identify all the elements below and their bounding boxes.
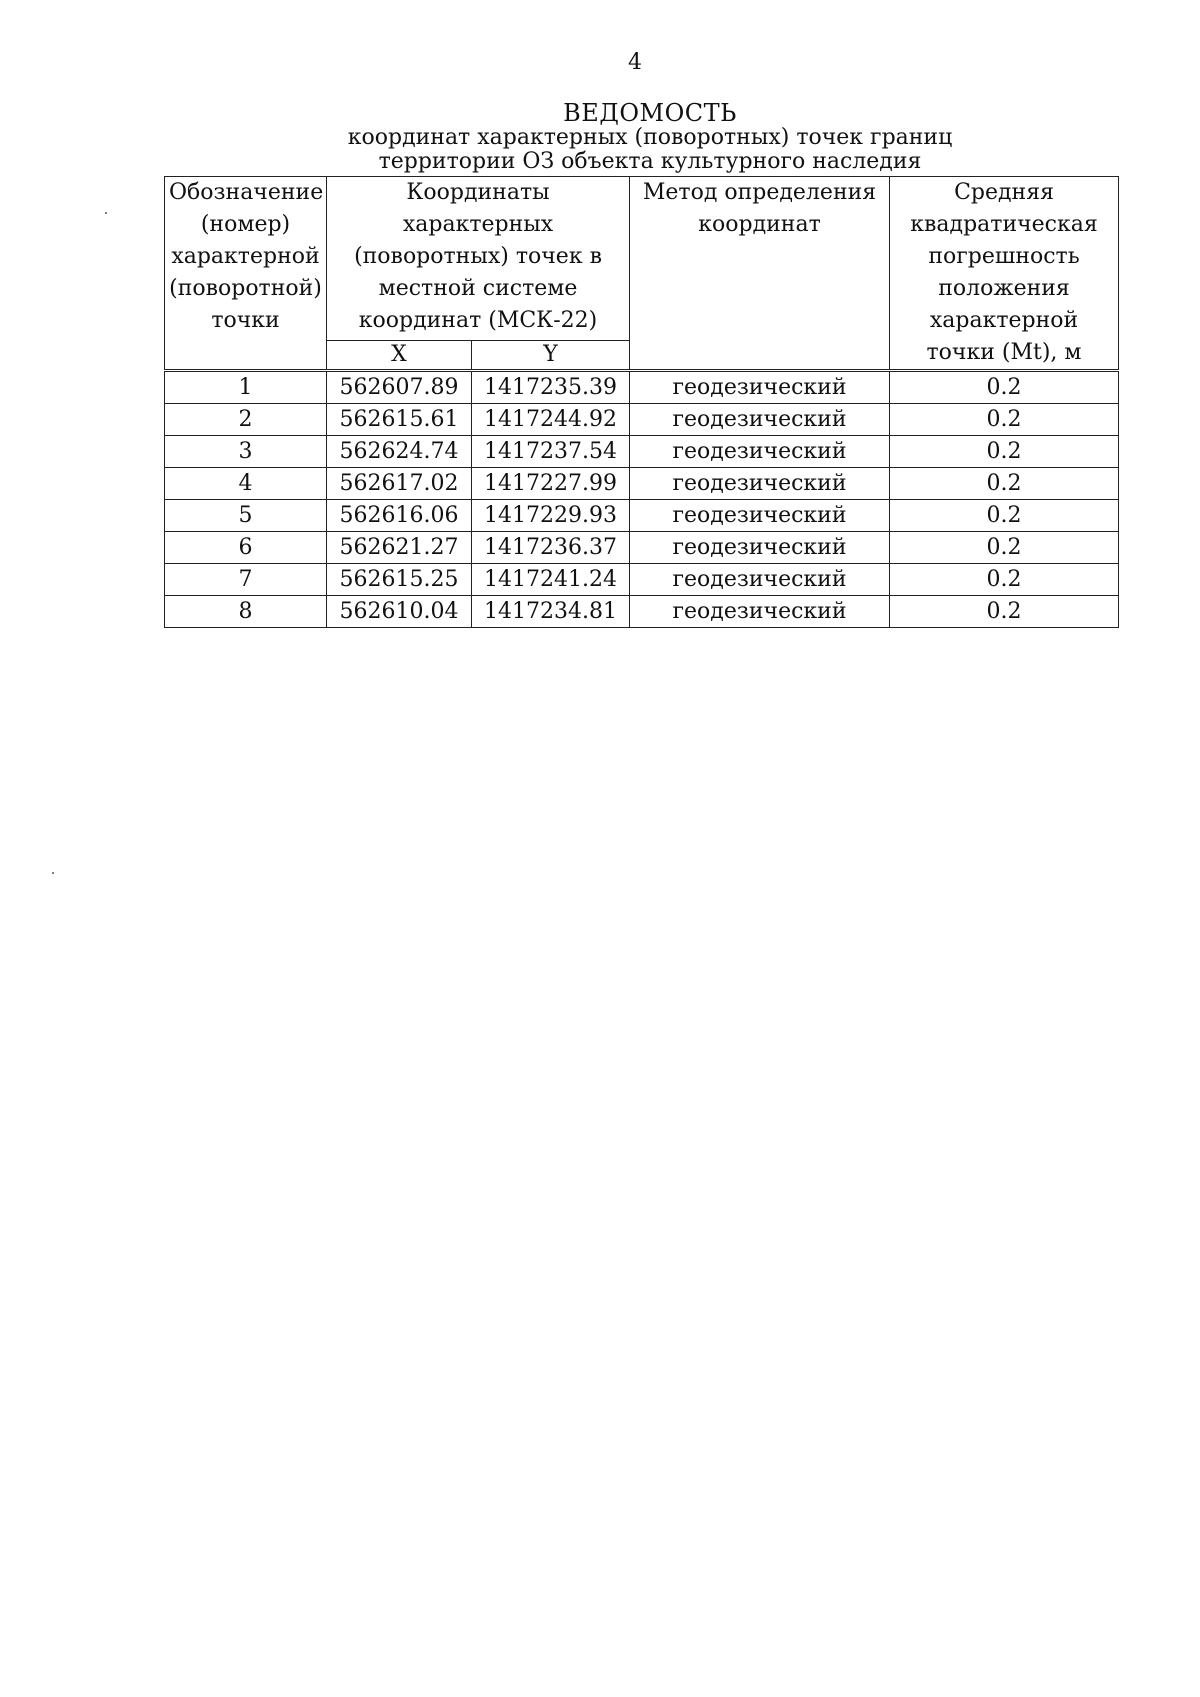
cell-point: 5 (165, 500, 327, 532)
cell-x: 562615.61 (327, 404, 472, 436)
header-point-designation (165, 177, 327, 371)
header-mean-error-label: Средняя квадратическая погрешность положения характерной точки (Mt), м (910, 180, 1098, 365)
cell-method: геодезический (630, 468, 890, 500)
cell-y: 1417244.92 (472, 404, 630, 436)
cell-method: геодезический (630, 532, 890, 564)
cell-y: 1417241.24 (472, 564, 630, 596)
cell-method: геодезический (630, 500, 890, 532)
cell-error: 0.2 (890, 404, 1119, 436)
cell-method: геодезический (630, 404, 890, 436)
table-row (165, 532, 1119, 564)
header-coordinates-label: Координаты характерных (поворотных) точек в местной системе координат (МСК-22) (354, 180, 602, 333)
scan-speck (52, 872, 54, 874)
table-header (165, 177, 1119, 371)
scan-speck (105, 212, 107, 214)
cell-y: 1417237.54 (472, 436, 630, 468)
table-row (165, 596, 1119, 628)
header-y: Y (472, 340, 630, 370)
table-row (165, 436, 1119, 468)
document-subtitle-line-1: координат характерных (поворотных) точек границ (347, 125, 953, 150)
cell-method: геодезический (630, 436, 890, 468)
table-row (165, 564, 1119, 596)
cell-error: 0.2 (890, 596, 1119, 628)
cell-error: 0.2 (890, 371, 1119, 404)
cell-error: 0.2 (890, 564, 1119, 596)
cell-error: 0.2 (890, 532, 1119, 564)
header-x: X (327, 340, 472, 370)
cell-y: 1417229.93 (472, 500, 630, 532)
cell-error: 0.2 (890, 468, 1119, 500)
cell-x: 562610.04 (327, 596, 472, 628)
cell-x: 562617.02 (327, 468, 472, 500)
header-point-designation-label: Обозначение (номер) характерной (поворотной) точки (169, 180, 324, 333)
cell-error: 0.2 (890, 436, 1119, 468)
document-subtitle-line-2: территории ОЗ объекта культурного наследия (378, 149, 922, 174)
cell-x: 562621.27 (327, 532, 472, 564)
cell-y: 1417236.37 (472, 532, 630, 564)
table-body (165, 371, 1119, 628)
cell-method: геодезический (630, 564, 890, 596)
page-number: 4 (628, 50, 642, 75)
cell-point: 3 (165, 436, 327, 468)
cell-error: 0.2 (890, 500, 1119, 532)
header-mean-error (890, 177, 1119, 371)
header-coordinates (327, 177, 630, 341)
cell-point: 7 (165, 564, 327, 596)
header-method (630, 177, 890, 371)
cell-method: геодезический (630, 371, 890, 404)
cell-point: 2 (165, 404, 327, 436)
header-method-label: Метод определения координат (642, 180, 877, 237)
cell-x: 562616.06 (327, 500, 472, 532)
document-heading (0, 100, 1200, 174)
cell-y: 1417235.39 (472, 371, 630, 404)
cell-method: геодезический (630, 596, 890, 628)
coordinates-table (164, 176, 1119, 628)
cell-y: 1417227.99 (472, 468, 630, 500)
cell-x: 562615.25 (327, 564, 472, 596)
cell-x: 562607.89 (327, 371, 472, 404)
table-row (165, 371, 1119, 404)
cell-y: 1417234.81 (472, 596, 630, 628)
cell-point: 8 (165, 596, 327, 628)
document-title: ВЕДОМОСТЬ (563, 99, 737, 127)
cell-point: 1 (165, 371, 327, 404)
cell-point: 4 (165, 468, 327, 500)
cell-point: 6 (165, 532, 327, 564)
table-row (165, 500, 1119, 532)
table-row (165, 404, 1119, 436)
cell-x: 562624.74 (327, 436, 472, 468)
table-row (165, 468, 1119, 500)
